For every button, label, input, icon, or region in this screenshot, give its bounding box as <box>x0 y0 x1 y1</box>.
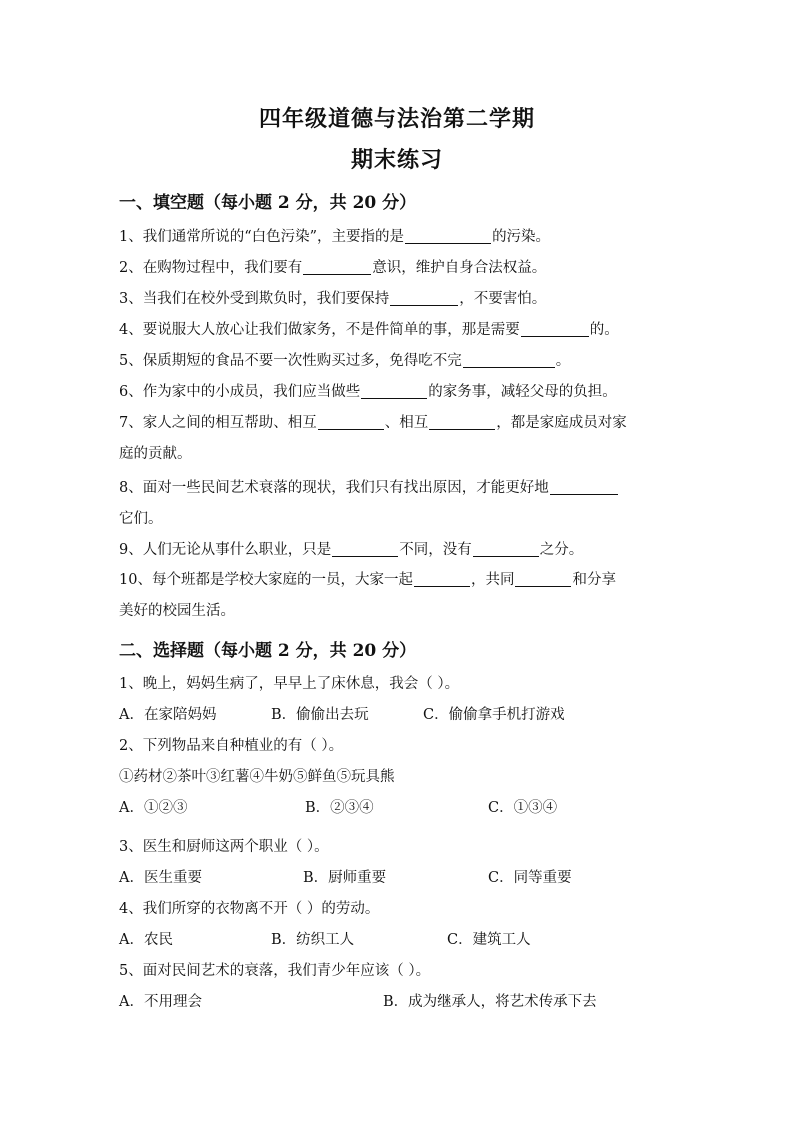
question-text: 。 <box>555 353 571 369</box>
option-c: C．①③④ <box>488 800 558 816</box>
option-c: C．同等重要 <box>488 870 572 886</box>
option-b: B．偷偷出去玩 <box>271 707 369 723</box>
answer-blank <box>515 570 571 587</box>
question-2-5: 5、面对民间艺术的衰落，我们青少年应该（ ）。 <box>119 963 431 979</box>
question-1-6 <box>119 382 617 402</box>
question-text: 的污染。 <box>492 229 551 245</box>
question-text: 8、面对一些民间艺术衰落的现状，我们只有找出原因，才能更好地 <box>119 480 549 496</box>
option-c: C．偷偷拿手机打游戏 <box>423 707 565 723</box>
question-text: ，都是家庭成员对家 <box>496 415 627 431</box>
question-text: 7、家人之间的相互帮助、相互 <box>119 415 317 431</box>
question-text: 意识，维护自身合法权益。 <box>372 260 547 276</box>
question-text: 、相互 <box>384 415 429 431</box>
question-text: 之分。 <box>539 542 584 558</box>
question-1-3 <box>119 289 546 309</box>
question-1-2 <box>119 258 546 278</box>
answer-blank <box>521 320 589 337</box>
question-1-8-continued: 它们。 <box>119 511 163 527</box>
question-text: 2、在购物过程中，我们要有 <box>119 260 303 276</box>
question-text: 4、要说服大人放心让我们做家务，不是件简单的事，那是需要 <box>119 322 520 338</box>
question-text: 不同，没有 <box>399 542 472 558</box>
question-1-4 <box>119 320 619 340</box>
question-text: 3、当我们在校外受到欺负时，我们要保持 <box>119 291 390 307</box>
option-b: B．纺织工人 <box>271 932 355 948</box>
option-a: A．不用理会 <box>119 994 202 1010</box>
question-text: 6、作为家中的小成员，我们应当做些 <box>119 384 361 400</box>
question-1-8 <box>119 478 619 498</box>
question-text: ，共同 <box>470 572 515 588</box>
question-2-1: 1、晚上，妈妈生病了，早早上了床休息，我会（ ）。 <box>119 676 460 692</box>
question-text: 和分享 <box>572 572 616 588</box>
option-a: A．①②③ <box>119 800 188 816</box>
option-a: A．在家陪妈妈 <box>119 707 217 723</box>
option-b: B．②③④ <box>305 800 374 816</box>
question-text: 5、保质期短的食品不要一次性购买过多，免得吃不完 <box>119 353 462 369</box>
page-title: 四年级道德与法治第二学期 <box>258 106 535 132</box>
question-text: 的家务事，减轻父母的负担。 <box>428 384 617 400</box>
answer-blank <box>550 478 618 495</box>
answer-blank <box>303 258 371 275</box>
question-text: 的。 <box>589 322 619 338</box>
option-a: A．农民 <box>119 932 173 948</box>
question-text: 10、每个班都是学校大家庭的一员，大家一起 <box>119 572 413 588</box>
question-1-10-continued: 美好的校园生活。 <box>119 603 235 619</box>
answer-blank <box>361 382 427 399</box>
option-c: C．建筑工人 <box>447 932 531 948</box>
option-b: B．厨师重要 <box>303 870 387 886</box>
question-2-2-items: ①药材②茶叶③红薯④牛奶⑤鲜鱼⑤玩具熊 <box>119 769 395 785</box>
answer-blank <box>414 570 470 587</box>
answer-blank <box>463 351 555 368</box>
question-1-1 <box>119 227 550 247</box>
answer-blank <box>473 540 539 557</box>
option-b: B．成为继承人，将艺术传承下去 <box>383 994 597 1010</box>
question-text: 1、我们通常所说的“白色污染”，主要指的是 <box>119 229 405 245</box>
question-2-4: 4、我们所穿的衣物离不开（ ）的劳动。 <box>119 901 380 917</box>
section-heading-fill-in: 一、填空题（每小题 2 分，共 20 分） <box>119 193 417 213</box>
question-text: ，不要害怕。 <box>459 291 547 307</box>
question-1-9 <box>119 540 583 560</box>
question-text: 9、人们无论从事什么职业，只是 <box>119 542 332 558</box>
answer-blank <box>405 227 491 244</box>
answer-blank <box>390 289 458 306</box>
question-1-10 <box>119 570 616 590</box>
question-1-7 <box>119 413 627 433</box>
question-1-7-continued: 庭的贡献。 <box>119 446 192 462</box>
answer-blank <box>332 540 398 557</box>
answer-blank <box>318 413 384 430</box>
question-2-2: 2、下列物品来自种植业的有（ ）。 <box>119 738 344 754</box>
option-a: A．医生重要 <box>119 870 202 886</box>
section-heading-multiple-choice: 二、选择题（每小题 2 分，共 20 分） <box>119 641 417 661</box>
question-1-5 <box>119 351 570 371</box>
answer-blank <box>429 413 495 430</box>
page-subtitle: 期末练习 <box>350 147 443 173</box>
question-2-3: 3、医生和厨师这两个职业（ ）。 <box>119 839 329 855</box>
